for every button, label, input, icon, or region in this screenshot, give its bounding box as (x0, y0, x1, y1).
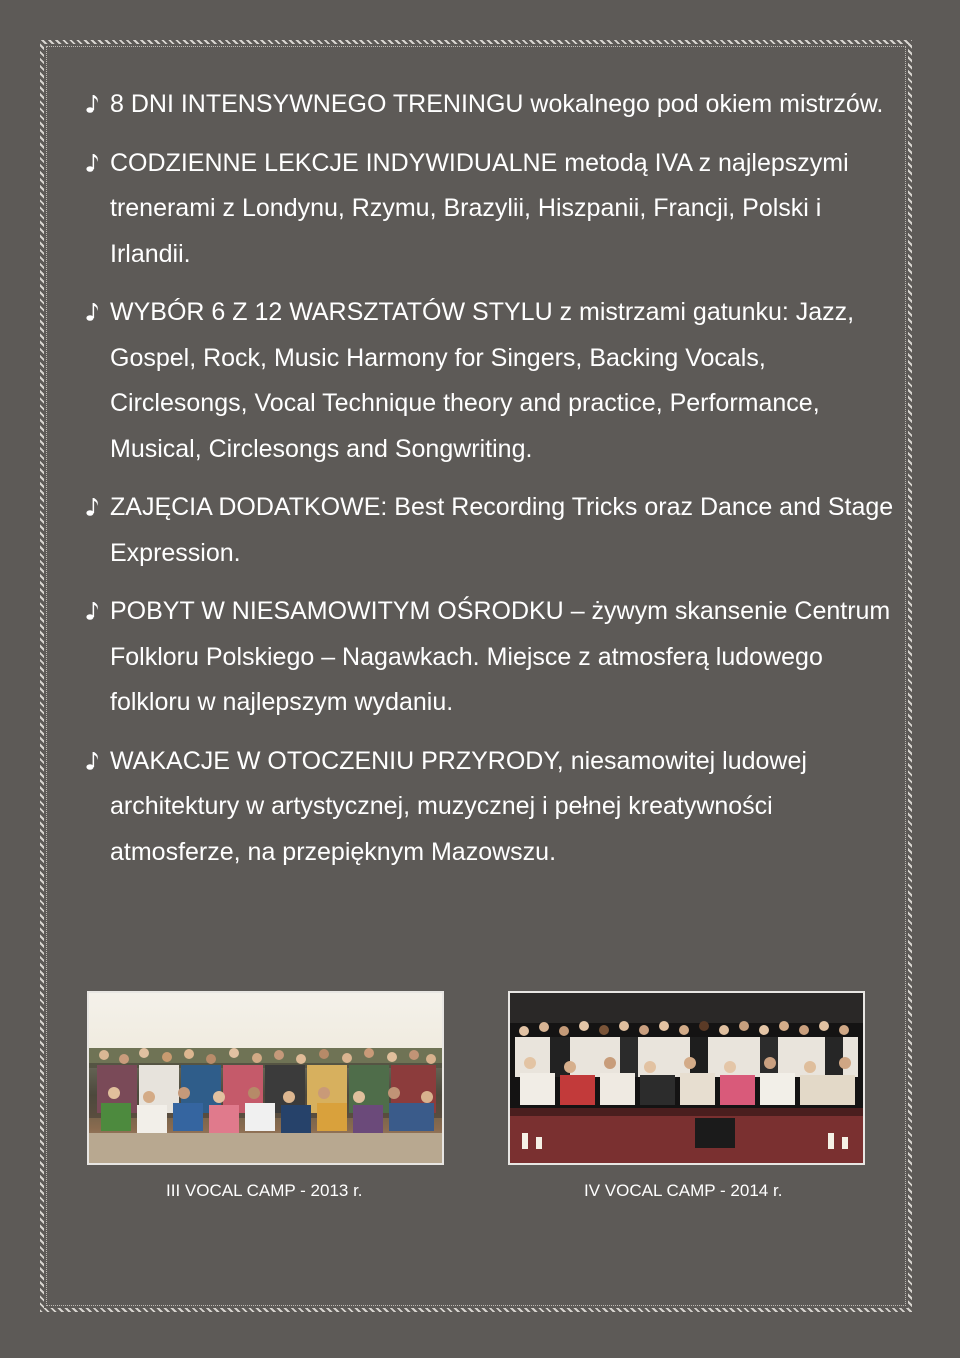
item-text: niesamowitej ludowej architektury w artystycznej, muzycznej i pełnej kreatywności atmosferze, na przepięknym Mazowszu. (110, 746, 807, 866)
music-note-icon (84, 141, 104, 186)
music-note-icon (84, 290, 104, 335)
photo-gallery (0, 991, 960, 1166)
item-text: z mistrzami gatunku: Jazz, Gospel, Rock, Music Harmony for Singers, Backing Vocals, Circlesongs, Vocal Technique theory and practice, Performance, Musical, Circlesongs and Songwriting. (110, 298, 855, 463)
item-text: metodą IVA z najlepszymi trenerami z Londynu, Rzymu, Brazylii, Hiszpanii, Francji, Polski i Irlandii. (110, 148, 849, 268)
item-heading: POBYT W NIESAMOWITYM OŚRODKU (110, 597, 564, 625)
music-note-icon (84, 82, 104, 127)
item-heading: WAKACJE W OTOCZENIU PRZYRODY, (110, 746, 564, 775)
list-item (84, 739, 904, 876)
list-item (84, 485, 904, 576)
group-photo-outdoor (87, 991, 444, 1165)
item-heading: 8 DNI INTENSYWNEGO TRENINGU (110, 90, 524, 118)
list-item (84, 141, 904, 278)
music-note-icon (84, 739, 104, 784)
list-item (84, 290, 904, 472)
feature-list (84, 82, 904, 888)
photo-caption: III VOCAL CAMP - 2013 r. (166, 1181, 363, 1200)
item-text: Best Recording Tricks oraz Dance and Stage Expression. (110, 493, 894, 567)
item-heading: CODZIENNE LEKCJE INDYWIDUALNE (110, 148, 558, 177)
item-heading: ZAJĘCIA DODATKOWE: (110, 493, 388, 521)
item-text: wokalnego pod okiem mistrzów. (523, 90, 884, 118)
music-note-icon (84, 485, 104, 530)
item-text: – żywym skansenie Centrum Folkloru Polskiego – Nagawkach. Miejsce z atmosferą ludowego folkloru w najlepszym wydaniu. (110, 597, 891, 716)
music-note-icon (84, 589, 104, 634)
list-item (84, 589, 904, 726)
list-item (84, 82, 904, 128)
photo-caption: IV VOCAL CAMP - 2014 r. (584, 1181, 783, 1200)
group-photo-stage (508, 991, 865, 1165)
item-heading: WYBÓR 6 Z 12 WARSZTATÓW STYLU (110, 298, 553, 326)
